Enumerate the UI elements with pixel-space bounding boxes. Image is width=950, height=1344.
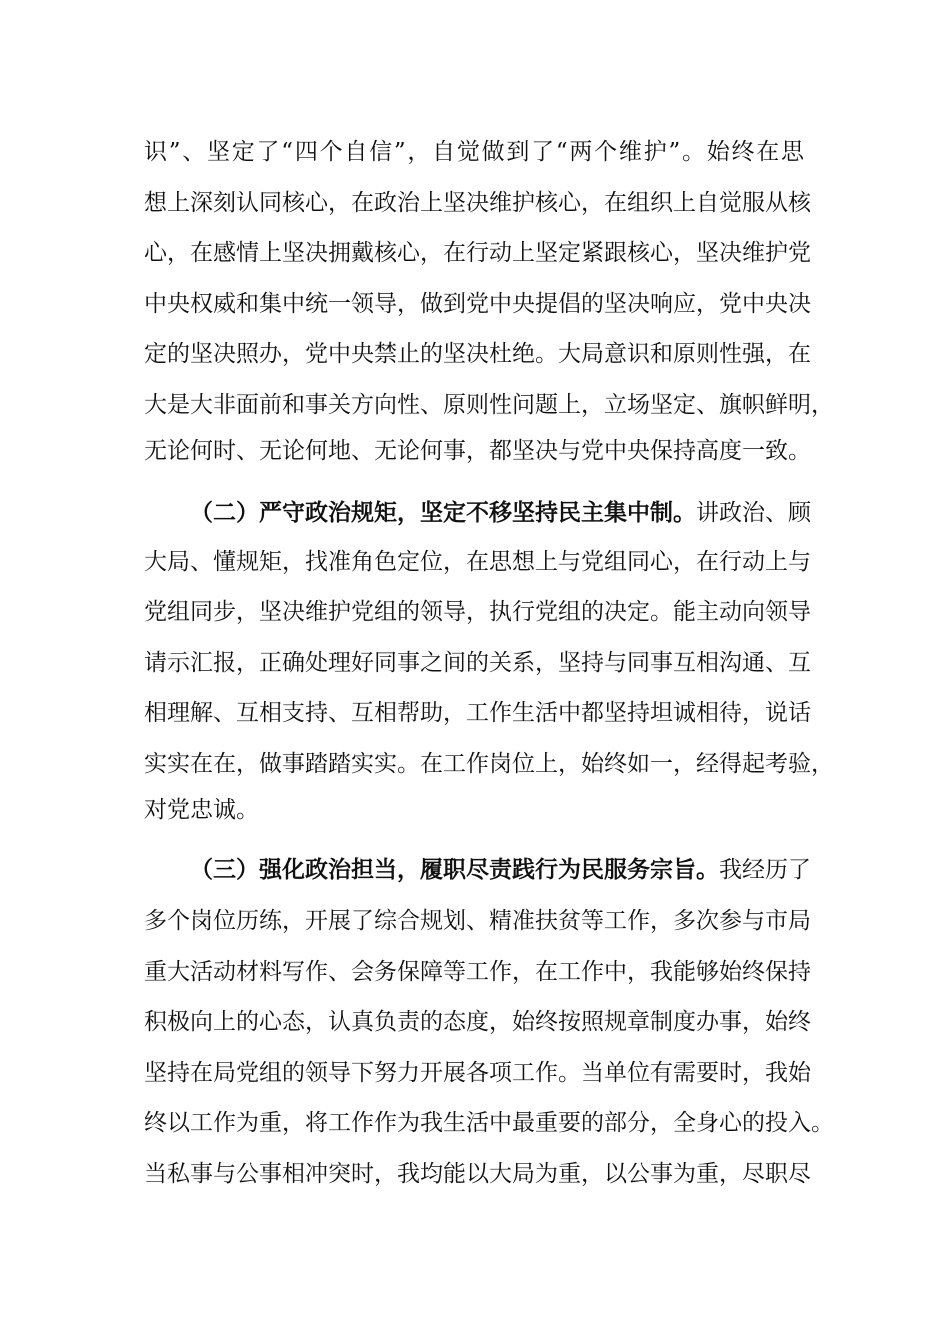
- paragraph-1-line-2: 想上深刻认同核心，在政治上坚决维护核心，在组织上自觉服从核: [144, 190, 811, 216]
- paragraph-2-line-7: 对党忠诚。: [144, 797, 259, 823]
- paragraph-3-line-6: 终以工作为重，将工作作为我生活中最重要的部分，全身心的投入。: [144, 1110, 834, 1136]
- paragraph-1-line-5: 定的坚决照办，党中央禁止的坚决杜绝。大局意识和原则性强，在: [144, 341, 811, 367]
- paragraph-3-line-4: 积极向上的心态，认真负责的态度，始终按照规章制度办事，始终: [144, 1009, 811, 1035]
- paragraph-3-line-2: 多个岗位历练，开展了综合规划、精准扶贫等工作，多次参与市局: [144, 908, 811, 934]
- paragraph-3-line-7: 当私事与公事相冲突时，我均能以大局为重，以公事为重，尽职尽: [144, 1161, 811, 1187]
- paragraph-3-line-5: 坚持在局党组的领导下努力开展各项工作。当单位有需要时，我始: [144, 1060, 811, 1086]
- paragraph-2-line-1: [190, 498, 811, 528]
- paragraph-1-line-3: 心，在感情上坚决拥戴核心，在行动上坚定紧跟核心，坚决维护党: [144, 240, 811, 266]
- paragraph-3-line-1: [190, 855, 811, 885]
- paragraph-2-first-line-rest: 讲政治、顾: [696, 500, 811, 526]
- paragraph-2-line-3: 党组同步，坚决维护党组的领导，执行党组的决定。能主动向领导: [144, 599, 811, 625]
- paragraph-1-line-4: 中央权威和集中统一领导，做到党中央提倡的坚决响应，党中央决: [144, 291, 811, 317]
- paragraph-1-line-1: 识”、坚定了“四个自信”，自觉做到了“两个维护”。始终在思: [144, 139, 804, 165]
- paragraph-3-heading: （三）强化政治担当，履职尽责践行为民服务宗旨。: [190, 856, 719, 883]
- paragraph-2-heading: （二）严守政治规矩，坚定不移坚持民主集中制。: [190, 499, 696, 526]
- paragraph-2-line-6: 实实在在，做事踏踏实实。在工作岗位上，始终如一，经得起考验，: [144, 751, 834, 777]
- paragraph-3-line-3: 重大活动材料写作、会务保障等工作，在工作中，我能够始终保持: [144, 959, 811, 985]
- paragraph-2-line-4: 请示汇报，正确处理好同事之间的关系，坚持与同事互相沟通、互: [144, 650, 811, 676]
- paragraph-3-first-line-rest: 我经历了: [719, 857, 811, 883]
- paragraph-2-line-5: 相理解、互相支持、互相帮助，工作生活中都坚持坦诚相待，说话: [144, 700, 811, 726]
- paragraph-2-line-2: 大局、懂规矩，找准角色定位，在思想上与党组同心，在行动上与: [144, 549, 811, 575]
- paragraph-1-line-7: 无论何时、无论何地、无论何事，都坚决与党中央保持高度一致。: [144, 438, 811, 464]
- paragraph-1-line-6: 大是大非面前和事关方向性、原则性问题上，立场坚定、旗帜鲜明，: [144, 392, 834, 418]
